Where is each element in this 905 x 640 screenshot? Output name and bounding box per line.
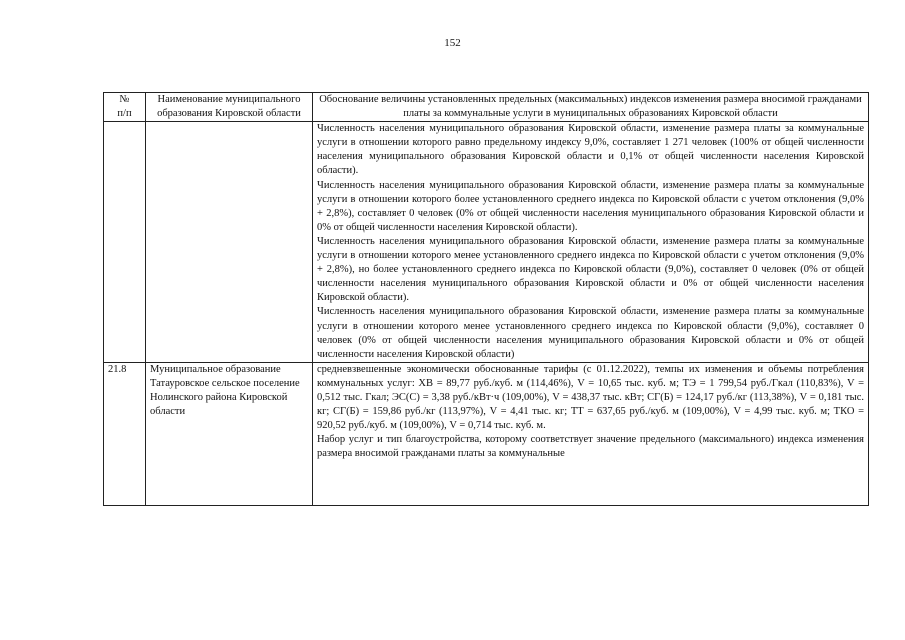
rationale-paragraph: Набор услуг и тип благоустройства, которому соответствует значение предельного (максимального) индекса изменения размера вносимой гражданами платы за коммунальные — [317, 434, 864, 460]
rationale-paragraph: средневзвешенные экономически обоснованные тарифы (с 01.12.2022), темпы их изменения и объемы потребления коммунальных услуг: ХВ = 89,77 руб./куб. м (114,46%), V = 10,65 тыс. куб. м; ТЭ = 1 799,54 руб./Гкал (110,83%), V = 0,512 тыс. Гкал; ЭС(С) = 3,38 руб./кВт·ч (109,00%), V = 438,37 тыс. кВт; СГ(Б) = 124,17 руб./кг (113,38%), V = 0,181 тыс. кг; СГ(Б) = 159,86 руб./кг (113,97%), V = 4,41 тыс. кг; ТТ = 637,65 руб./куб. м (109,00%), V = 4,99 тыс. куб. м; ТКО = 920,52 руб./куб. м (109,00%), V = 0,714 тыс. куб. м. — [317, 363, 864, 432]
rationale-cell — [313, 122, 869, 363]
rationale-table — [103, 92, 869, 506]
row-number-cell — [104, 122, 146, 363]
rationale-paragraph: Численность населения муниципального образования Кировской области, изменение размера платы за коммунальные услуги в отношении которого менее установленного среднего индекса по Кировской области (9,0%), составляет 0 человек (0% от общей численности населения муниципального образования Кировской области и 0% от общей численности населения Кировской области) — [317, 306, 864, 360]
rationale-paragraph: Численность населения муниципального образования Кировской области, изменение размера платы за коммунальные услуги в отношении которого более установленного среднего индекса по Кировской области с учетом отклонения (9,0% + 2,8%), составляет 0 человек (0% от общей численности населения муниципального образования Кировской области и 0% от общей численности населения Кировской области). — [317, 179, 864, 233]
rationale-cell — [313, 362, 869, 505]
header-municipality-name: Наименование муниципального образования Кировской области — [146, 93, 313, 122]
header-row-number: № п/п — [104, 93, 146, 122]
page-number: 152 — [444, 37, 461, 49]
table-header-row — [104, 93, 869, 122]
rationale-paragraph: Численность населения муниципального образования Кировской области, изменение размера платы за коммунальные услуги в отношении которого менее установленного среднего индекса по Кировской области с учетом отклонения (9,0% + 2,8%), но более установленного среднего индекса по Кировской области (9,0%), составляет 0 человек (0% от общей численности населения муниципального образования Кировской области и 0% от общей численности населения Кировской области). — [317, 235, 864, 304]
table-row — [104, 362, 869, 505]
header-rationale: Обоснование величины установленных предельных (максимальных) индексов изменения размера вносимой гражданами платы за коммунальные услуги в муниципальных образованиях Кировской области — [313, 93, 869, 122]
row-number-cell: 21.8 — [104, 362, 146, 505]
rationale-paragraph: Численность населения муниципального образования Кировской области, изменение размера платы за коммунальные услуги в отношении которого равно предельному индексу 9,0%, составляет 1 271 человек (100% от общей численности населения муниципального образования Кировской области и 0,1% от общей численности населения Кировской области). — [317, 123, 864, 177]
municipality-name-cell: Муниципальное образование Татауровское сельское поселение Нолинского района Кировской области — [146, 362, 313, 505]
municipality-name-cell — [146, 122, 313, 363]
table-row — [104, 122, 869, 363]
